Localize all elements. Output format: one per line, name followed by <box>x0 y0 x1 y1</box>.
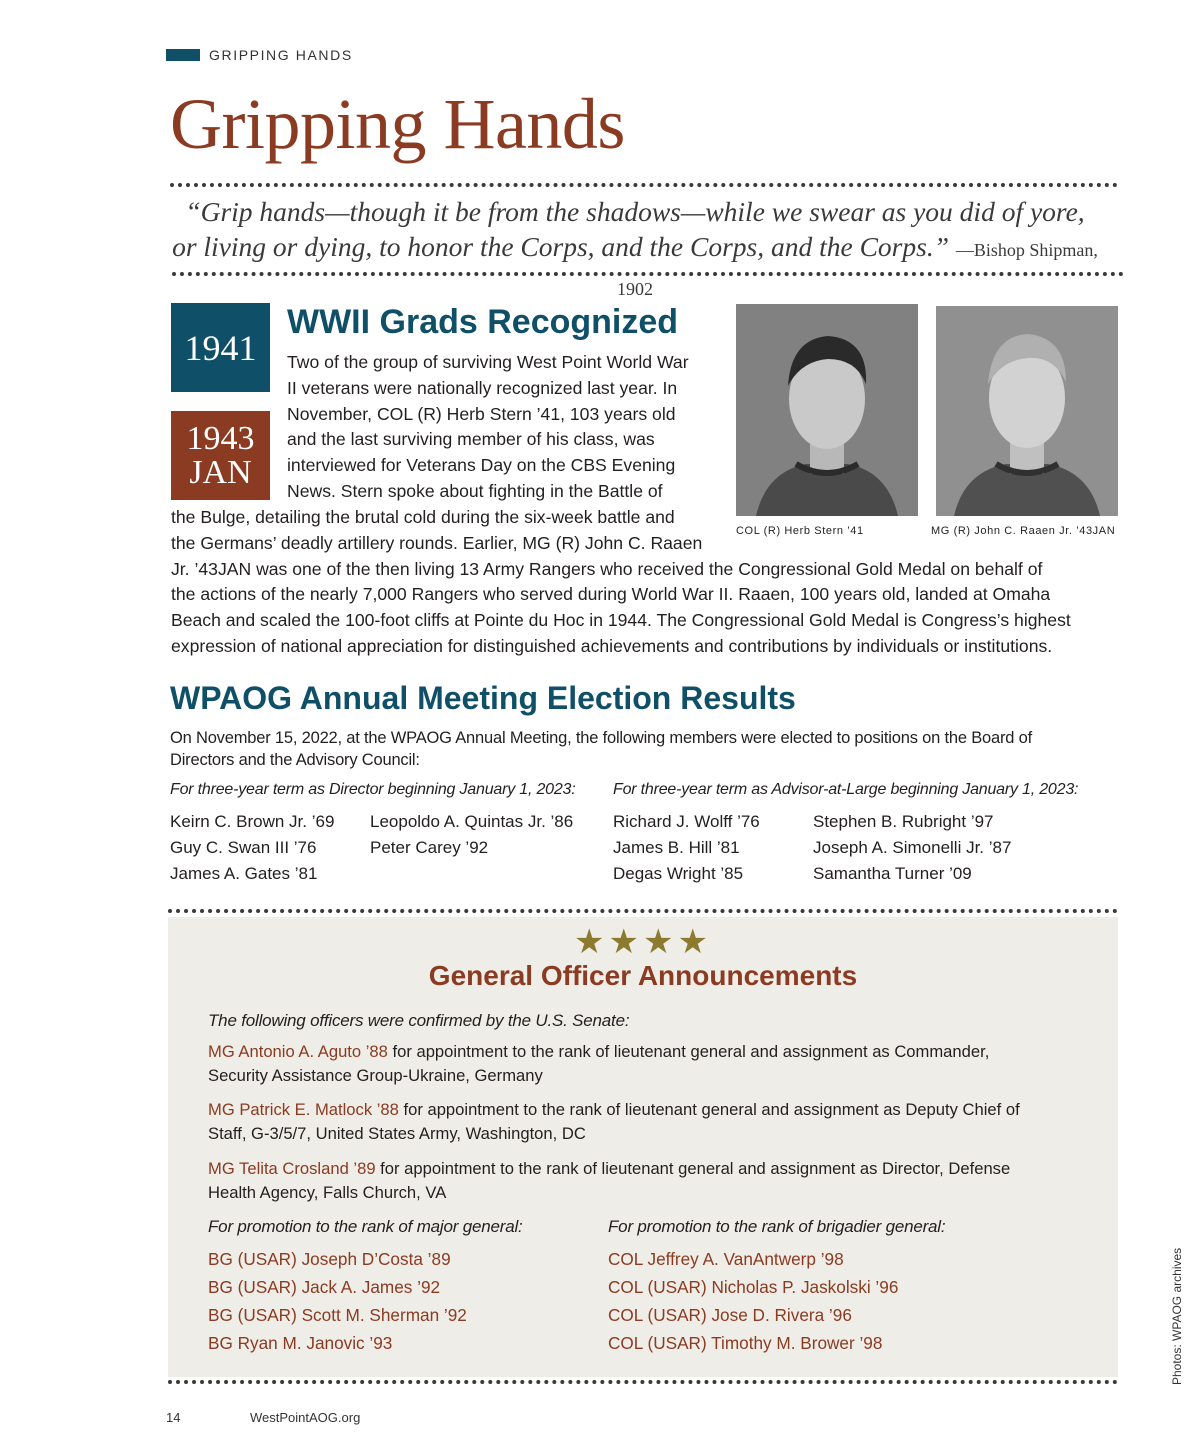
major-general-heading: For promotion to the rank of major general: <box>208 1217 523 1236</box>
advisors-column-2 <box>813 809 1011 887</box>
appointee-name: MG Telita Crosland ’89 <box>208 1159 376 1178</box>
appointment-crosland <box>208 1157 1088 1205</box>
quote-text: “Grip hands—though it be from the shadows—while we swear as you did of yore, or living or dying, to honor the Corps, and the Corps, and the Corps.” <box>172 196 1085 262</box>
appointment-detail-cont: Security Assistance Group-Ukraine, Germany <box>208 1066 543 1085</box>
advisor-name: Degas Wright ’85 <box>613 864 744 883</box>
wwii-line: November, COL (R) Herb Stern ’41, 103 years old <box>287 403 676 424</box>
director-name: Guy C. Swan III ’76 <box>170 838 317 857</box>
appointment-detail: for appointment to the rank of lieutenant general and assignment as Deputy Chief of <box>398 1100 1020 1119</box>
election-heading: WPAOG Annual Meeting Election Results <box>170 680 796 716</box>
promotee-name: BG (USAR) Joseph D’Costa ’89 <box>208 1249 451 1269</box>
promotee-name: COL (USAR) Timothy M. Brower ’98 <box>608 1333 883 1353</box>
appointment-matlock <box>208 1098 1088 1146</box>
director-name: Keirn C. Brown Jr. ’69 <box>170 812 335 831</box>
general-officer-heading: General Officer Announcements <box>428 960 858 991</box>
appointment-detail: for appointment to the rank of lieutenant general and assignment as Director, Defense <box>375 1159 1011 1178</box>
advisor-term-label: For three-year term as Advisor-at-Large beginning January 1, 2023: <box>613 781 1079 798</box>
wwii-line: Beach and scaled the 100-foot cliffs at Pointe du Hoc in 1944. The Congressional Gold Medal is Congress’s highest <box>171 610 1071 631</box>
page-title: Gripping Hands <box>170 84 625 164</box>
promotee-name: BG (USAR) Jack A. James ’92 <box>208 1277 441 1297</box>
caption-herb-stern: COL (R) Herb Stern ’41 <box>736 525 864 537</box>
year-badge-1943-year: 1943 <box>186 419 255 457</box>
major-general-list <box>208 1245 467 1357</box>
four-stars-icon: ★★★★ <box>574 923 712 961</box>
year-badge-1941 <box>171 303 270 392</box>
year-badge-1943jan <box>171 411 270 500</box>
advisors-column-1 <box>613 809 760 887</box>
caption-john-raaen: MG (R) John C. Raaen Jr. ’43JAN <box>931 525 1116 537</box>
senate-confirmation-intro: The following officers were confirmed by the U.S. Senate: <box>208 1011 630 1030</box>
promotee-name: BG Ryan M. Janovic ’93 <box>208 1333 393 1353</box>
advisor-name: Stephen B. Rubright ’97 <box>813 812 994 831</box>
photo-credit: Photos: WPAOG archives <box>1170 1247 1184 1385</box>
promotee-name: BG (USAR) Scott M. Sherman ’92 <box>208 1305 467 1325</box>
year-badge-1943-suffix: JAN <box>189 453 252 491</box>
site-url: WestPointAOG.org <box>250 1410 361 1425</box>
advisor-name: James B. Hill ’81 <box>613 838 740 857</box>
directors-column-2 <box>370 809 573 861</box>
appointment-detail-cont: Health Agency, Falls Church, VA <box>208 1183 447 1202</box>
portrait-illustration-stern <box>736 304 918 516</box>
wwii-line: and the last surviving member of his class, was <box>287 429 655 450</box>
section-label: GRIPPING HANDS <box>209 47 353 63</box>
brigadier-general-list <box>608 1245 898 1357</box>
director-name: James A. Gates ’81 <box>170 864 318 883</box>
appointment-aguto <box>208 1040 1088 1088</box>
director-name: Peter Carey ’92 <box>370 838 489 857</box>
appointment-detail-cont: Staff, G-3/5/7, United States Army, Washington, DC <box>208 1124 586 1143</box>
directors-column-1 <box>170 809 334 887</box>
advisor-name: Joseph A. Simonelli Jr. ’87 <box>813 838 1012 857</box>
page-number: 14 <box>166 1410 181 1425</box>
promotee-name: COL (USAR) Nicholas P. Jaskolski ’96 <box>608 1277 899 1297</box>
photo-john-raaen <box>936 306 1118 516</box>
wwii-body-narrow <box>287 350 689 505</box>
photo-herb-stern <box>736 304 918 516</box>
divider-quote-bottom <box>172 272 1124 276</box>
promotee-name: COL Jeffrey A. VanAntwerp ’98 <box>608 1249 844 1269</box>
director-term-label: For three-year term as Director beginning January 1, 2023: <box>170 781 576 798</box>
brigadier-general-heading: For promotion to the rank of brigadier general: <box>608 1217 946 1236</box>
wwii-line: II veterans were nationally recognized last year. In <box>287 377 678 398</box>
wwii-line: Jr. ’43JAN was one of the then living 13 Army Rangers who received the Congressional Gold Medal on behalf of <box>171 558 1043 579</box>
quote-attribution: —Bishop Shipman, 1902 <box>617 240 1098 299</box>
divider-goa-bottom <box>168 1380 1118 1384</box>
advisor-name: Richard J. Wolff ’76 <box>613 812 760 831</box>
wwii-line: interviewed for Veterans Day on the CBS Evening <box>287 455 676 476</box>
election-intro: On November 15, 2022, at the WPAOG Annual Meeting, the following members were elected to positions on the Board of Directors and the Advisory Council: <box>170 729 1032 769</box>
divider-top <box>170 183 1118 187</box>
section-marker-bar <box>166 49 200 61</box>
wwii-line: the Bulge, detailing the brutal cold during the six-week battle and <box>171 507 675 527</box>
wwii-line: expression of national appreciation for distinguished achievements and contributions by individuals or institutions. <box>171 635 1053 656</box>
promotee-name: COL (USAR) Jose D. Rivera ’96 <box>608 1305 852 1325</box>
portrait-illustration-raaen <box>936 306 1118 516</box>
appointment-detail: for appointment to the rank of lieutenant general and assignment as Commander, <box>387 1042 990 1061</box>
wwii-line: the Germans’ deadly artillery rounds. Earlier, MG (R) John C. Raaen <box>171 532 703 553</box>
wwii-line: the actions of the nearly 7,000 Rangers who served during World War II. Raaen, 100 years old, landed at Omaha <box>171 584 1051 605</box>
advisor-name: Samantha Turner ’09 <box>813 864 972 883</box>
epigraph-quote <box>170 194 1100 307</box>
wwii-heading: WWII Grads Recognized <box>287 303 679 341</box>
wwii-line: Two of the group of surviving West Point World War <box>287 352 689 372</box>
wwii-line: News. Stern spoke about fighting in the Battle of <box>287 480 663 501</box>
year-badge-1941-text: 1941 <box>184 327 257 368</box>
appointee-name: MG Patrick E. Matlock ’88 <box>208 1100 399 1119</box>
divider-goa-top <box>168 909 1118 913</box>
appointee-name: MG Antonio A. Aguto ’88 <box>208 1042 388 1061</box>
director-name: Leopoldo A. Quintas Jr. ’86 <box>370 812 574 831</box>
